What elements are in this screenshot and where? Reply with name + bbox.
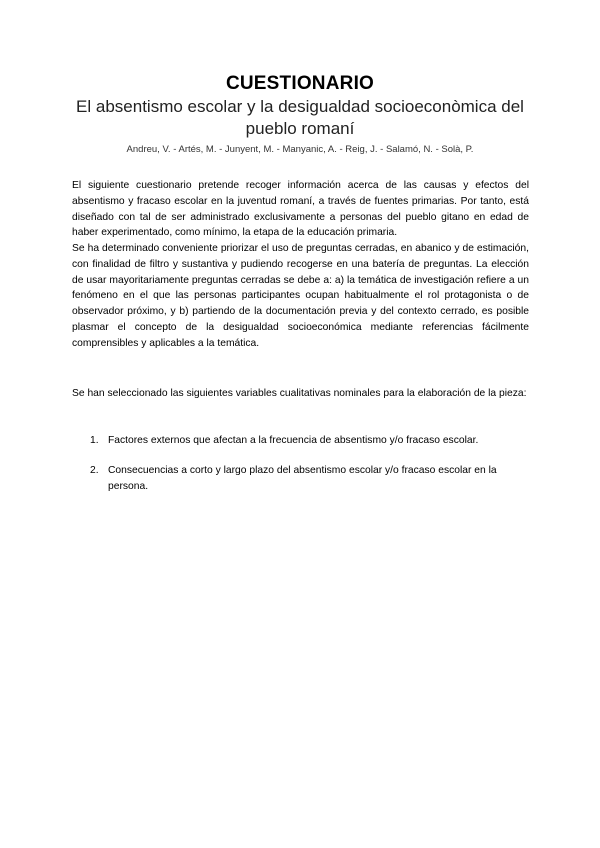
list-item-number: 2. — [90, 464, 99, 476]
list-item — [72, 433, 529, 449]
methodology-paragraph: Se ha determinado conveniente priorizar el uso de preguntas cerradas, en abanico y de estimación, con finalidad de filtro y sustantiva y pudiendo recogerse en una batería de preguntas. La elección de usar mayoritariamente preguntas cerradas se debe a: a) la temática de investigación refiere a un fenómeno en el que las personas participantes ocupan habitualmente el rol protagonista o de observador próximo, y b) partiendo de la documentación previa y del contexto cerrado, es posible plasmar el concepto de la desigualdad socioeconómica mediante referencias fácilmente comprensibles y aplicables a la temática. — [72, 243, 529, 349]
intro-paragraph: El siguiente cuestionario pretende recoger información acerca de las causas y efectos del absentismo y fracaso escolar en la juventud romaní, a través de fuentes primarias. Por tanto, está diseñado con tal de ser administrado exclusivamente a personas del pueblo gitano en edad de haber experimentado, como mínimo, la etapa de la educación primaria. — [72, 180, 529, 239]
variables-paragraph: Se han seleccionado las siguientes variables cualitativas nominales para la elaboración de la pieza: — [72, 388, 527, 399]
list-item-text: Factores externos que afectan a la frecuencia de absentismo y/o fracaso escolar. — [108, 435, 479, 446]
document-subtitle: El absentismo escolar y la desigualdad socioeconòmica del pueblo romaní — [76, 97, 524, 138]
list-item — [72, 463, 529, 495]
author-list: Andreu, V. - Artés, M. - Junyent, M. - Manyanic, A. - Reig, J. - Salamó, N. - Solà, P. — [126, 144, 474, 155]
list-item-number: 1. — [90, 435, 99, 446]
variables-list — [72, 433, 529, 508]
list-item-text: Consecuencias a corto y largo plazo del absentismo escolar y/o fracaso escolar en la persona. — [108, 464, 497, 492]
document-title: CUESTIONARIO — [225, 73, 375, 94]
